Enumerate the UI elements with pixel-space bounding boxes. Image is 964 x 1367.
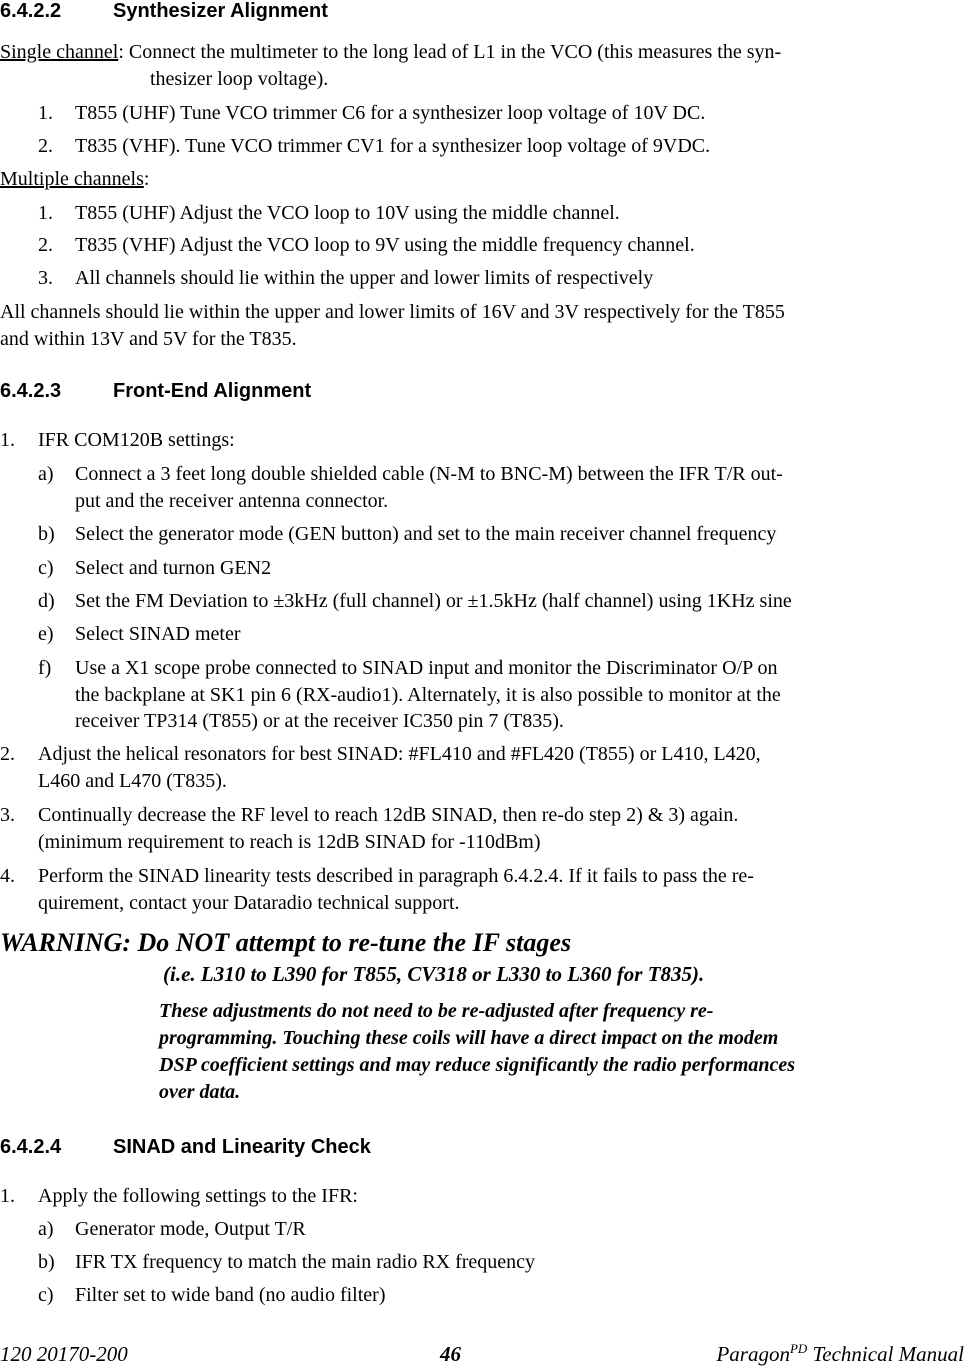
substep-letter: a): [38, 463, 54, 485]
section-title: Synthesizer Alignment: [113, 0, 328, 22]
step-text-cont: quirement, contact your Dataradio technical support.: [38, 892, 460, 914]
list-item: T855 (UHF) Tune VCO trimmer C6 for a synthesizer loop voltage of 10V DC.: [75, 102, 706, 124]
single-channel-paragraph: [0, 39, 781, 65]
warning-body-line: These adjustments do not need to be re-adjusted after frequency re-: [159, 1000, 714, 1022]
list-number: 1.: [38, 102, 53, 124]
step-number: 1.: [0, 429, 15, 451]
substep-text: Select the generator mode (GEN button) and set to the main receiver channel frequency: [75, 523, 777, 545]
substep-letter: a): [38, 1218, 54, 1240]
step-text-cont: L460 and L470 (T835).: [38, 770, 227, 792]
section-title: Front-End Alignment: [113, 380, 312, 402]
substep-text: Connect a 3 feet long double shielded cable (N-M to BNC-M) between the IFR T/R out-: [75, 463, 783, 485]
substep-letter: e): [38, 623, 54, 645]
footer-brand-superscript: PD: [789, 1341, 808, 1356]
single-channel-label: Single channel: [0, 41, 119, 63]
list-number: 1.: [38, 202, 53, 224]
multiple-channels-label: Multiple channels: [0, 168, 144, 190]
substep-letter: c): [38, 557, 54, 579]
substep-text-cont: put and the receiver antenna connector.: [75, 490, 389, 512]
substep-text: Use a X1 scope probe connected to SINAD input and monitor the Discriminator O/P on: [75, 657, 778, 679]
list-item: T855 (UHF) Adjust the VCO loop to 10V using the middle channel.: [75, 202, 620, 224]
list-number: 3.: [38, 267, 53, 289]
substep-text-cont: the backplane at SK1 pin 6 (RX-audio1). Alternately, it is also possible to monitor at the: [75, 684, 781, 706]
section-number: 6.4.2.4: [0, 1136, 62, 1158]
substep-text: Select and turnon GEN2: [75, 557, 272, 579]
substep-text: Filter set to wide band (no audio filter): [75, 1284, 386, 1306]
substep-text: Set the FM Deviation to ±3kHz (full channel) or ±1.5kHz (half channel) using 1KHz sine: [75, 590, 792, 612]
footer-brand: Paragon: [716, 1342, 790, 1366]
step-text: Adjust the helical resonators for best SINAD: #FL410 and #FL420 (T855) or L410, L420,: [38, 743, 761, 765]
substep-letter: b): [38, 1251, 55, 1273]
list-item: All channels should lie within the upper and lower limits of respectively: [75, 267, 654, 289]
list-number: 2.: [38, 234, 53, 256]
multiple-channels-heading: [0, 166, 149, 192]
section-number: 6.4.2.3: [0, 380, 62, 402]
substep-letter: c): [38, 1284, 54, 1306]
body-paragraph-cont: and within 13V and 5V for the T835.: [0, 328, 297, 350]
section-title: SINAD and Linearity Check: [113, 1136, 371, 1158]
single-channel-text-cont: thesizer loop voltage).: [150, 68, 329, 90]
footer-manual-text: Technical Manual: [807, 1342, 964, 1366]
warning-body-line: over data.: [159, 1081, 241, 1103]
step-number: 4.: [0, 865, 15, 887]
body-paragraph: All channels should lie within the upper and lower limits of 16V and 3V respectively for the T855: [0, 301, 785, 323]
step-number: 1.: [0, 1185, 15, 1207]
list-number: 2.: [38, 135, 53, 157]
step-text: Apply the following settings to the IFR:: [38, 1185, 358, 1207]
step-number: 2.: [0, 743, 15, 765]
footer-manual-title: [716, 1342, 964, 1367]
step-text: Continually decrease the RF level to reach 12dB SINAD, then re-do step 2) & 3) again.: [38, 804, 739, 826]
step-text: IFR COM120B settings:: [38, 429, 235, 451]
warning-title: WARNING: Do NOT attempt to re-tune the IF stages: [0, 928, 572, 957]
substep-text: IFR TX frequency to match the main radio RX frequency: [75, 1251, 536, 1273]
substep-letter: d): [38, 590, 55, 612]
section-number: 6.4.2.2: [0, 0, 62, 22]
colon: :: [143, 168, 150, 190]
step-text-cont: (minimum requirement to reach is 12dB SINAD for -110dBm): [38, 831, 541, 853]
list-item: T835 (VHF) Adjust the VCO loop to 9V using the middle frequency channel.: [75, 234, 695, 256]
footer-doc-number: 120 20170-200: [0, 1342, 128, 1366]
list-item: T835 (VHF). Tune VCO trimmer CV1 for a synthesizer loop voltage of 9VDC.: [75, 135, 711, 157]
warning-body-line: DSP coefficient settings and may reduce significantly the radio performances: [159, 1054, 796, 1076]
warning-subtitle: (i.e. L310 to L390 for T855, CV318 or L330 to L360 for T835).: [163, 962, 705, 986]
substep-letter: b): [38, 523, 55, 545]
step-text: Perform the SINAD linearity tests described in paragraph 6.4.2.4. If it fails to pass the re-: [38, 865, 754, 887]
single-channel-text: : Connect the multimeter to the long lead of L1 in the VCO (this measures the syn-: [118, 41, 782, 63]
step-number: 3.: [0, 804, 15, 826]
substep-letter: f): [38, 657, 52, 679]
warning-body-line: programming. Touching these coils will have a direct impact on the modem: [159, 1027, 779, 1049]
substep-text: Select SINAD meter: [75, 623, 241, 645]
substep-text-cont: receiver TP314 (T855) or at the receiver IC350 pin 7 (T835).: [75, 710, 564, 732]
footer-page-number: 46: [440, 1342, 461, 1366]
substep-text: Generator mode, Output T/R: [75, 1218, 306, 1240]
